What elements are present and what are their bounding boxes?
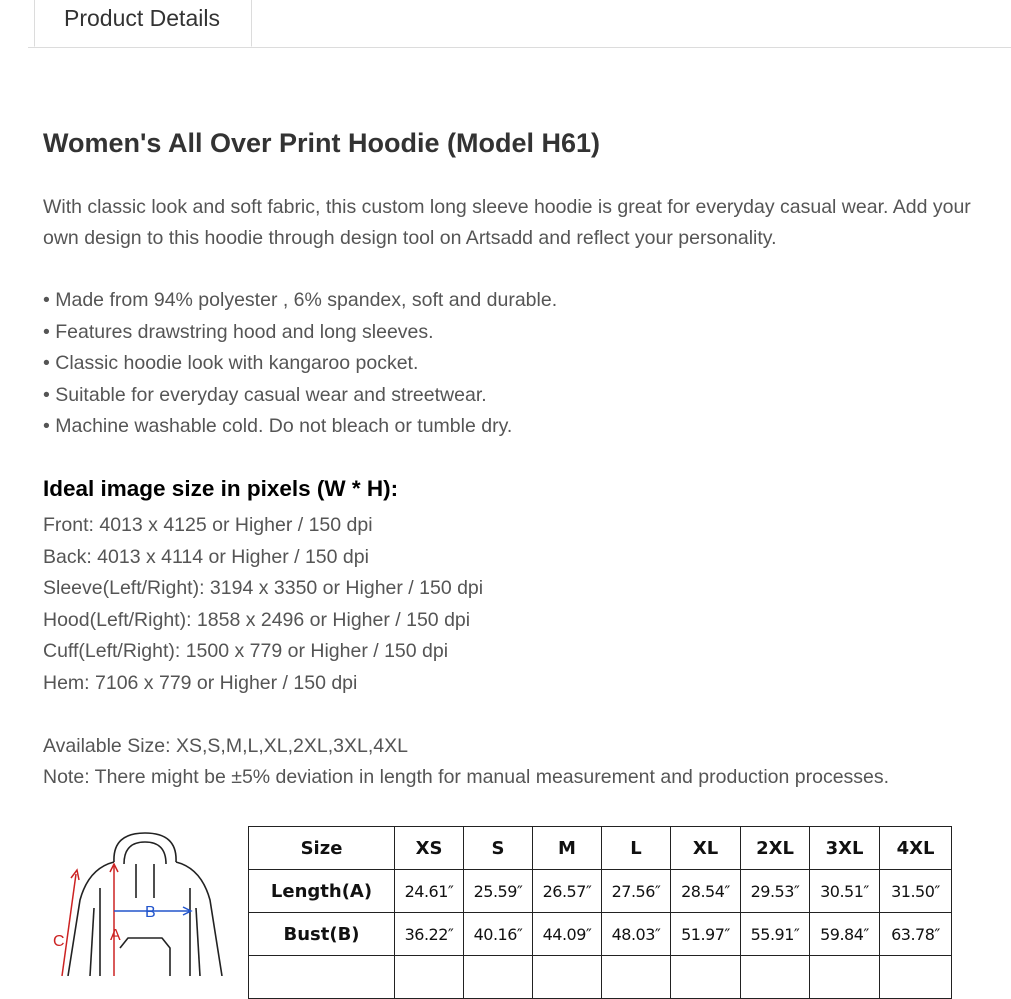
size-value-cut [810, 956, 880, 999]
sleeve-line [62, 874, 76, 976]
feature-item: • Classic hoodie look with kangaroo pocket. [43, 348, 557, 380]
size-value: 36.22″ [395, 913, 464, 956]
image-size-item: Cuff(Left/Right): 1500 x 779 or Higher / 150 dpi [43, 640, 449, 663]
size-value: 27.56″ [602, 870, 671, 913]
label-b: B [145, 904, 156, 921]
size-value: 44.09″ [533, 913, 602, 956]
feature-list [43, 285, 557, 443]
row-label-cut [249, 956, 395, 999]
feature-item: • Features drawstring hood and long sleeves. [43, 317, 557, 349]
feature-item: • Suitable for everyday casual wear and streetwear. [43, 380, 557, 412]
available-sizes: Available Size: XS,S,M,L,XL,2XL,3XL,4XL [43, 735, 408, 757]
size-value: 25.59″ [464, 870, 533, 913]
size-chart-header-row [249, 827, 952, 870]
row-label: Bust(B) [249, 913, 395, 956]
size-chart-header: XS [395, 827, 464, 870]
size-value: 51.97″ [671, 913, 741, 956]
size-value-cut [602, 956, 671, 999]
image-size-heading: Ideal image size in pixels (W * H): [43, 476, 399, 501]
hoodie-measurement-diagram [50, 828, 240, 976]
size-chart-header: 2XL [741, 827, 810, 870]
size-value: 48.03″ [602, 913, 671, 956]
size-chart-header: M [533, 827, 602, 870]
image-size-list [43, 510, 483, 700]
size-value: 26.57″ [533, 870, 602, 913]
row-label: Length(A) [249, 870, 395, 913]
size-value: 28.54″ [671, 870, 741, 913]
size-chart-table [248, 826, 952, 999]
image-size-item: Hood(Left/Right): 1858 x 2496 or Higher / 150 dpi [43, 608, 471, 631]
product-title: Women's All Over Print Hoodie (Model H61) [43, 128, 600, 158]
tab-product-details[interactable] [34, 0, 252, 47]
size-value: 55.91″ [741, 913, 810, 956]
feature-item: • Made from 94% polyester , 6% spandex, soft and durable. [43, 285, 557, 317]
size-chart-header: L [602, 827, 671, 870]
size-value-cut [533, 956, 602, 999]
size-value: 24.61″ [395, 870, 464, 913]
sleeve-right-inner [196, 908, 200, 976]
tab-label: Product Details [64, 5, 220, 31]
size-value-cut [395, 956, 464, 999]
size-value: 63.78″ [880, 913, 952, 956]
size-chart-header: 3XL [810, 827, 880, 870]
size-chart-row-bust [249, 913, 952, 956]
size-chart-header: XL [671, 827, 741, 870]
size-value-cut [671, 956, 741, 999]
size-value-cut [741, 956, 810, 999]
size-value: 59.84″ [810, 913, 880, 956]
size-chart-row-partial [249, 956, 952, 999]
feature-item: • Machine washable cold. Do not bleach or tumble dry. [43, 411, 557, 443]
size-chart-header: Size [249, 827, 395, 870]
hood-inner [124, 842, 166, 864]
size-value: 31.50″ [880, 870, 952, 913]
size-chart-header: S [464, 827, 533, 870]
size-chart-row-length [249, 870, 952, 913]
image-size-item: Sleeve(Left/Right): 3194 x 3350 or Higher / 150 dpi [43, 577, 484, 600]
image-size-item: Front: 4013 x 4125 or Higher / 150 dpi [43, 514, 373, 536]
tab-bar [28, 0, 1011, 48]
size-chart-header: 4XL [880, 827, 952, 870]
label-a: A [110, 927, 121, 944]
size-value: 29.53″ [741, 870, 810, 913]
size-value-cut [464, 956, 533, 999]
label-c: C [53, 933, 65, 950]
image-size-item: Back: 4013 x 4114 or Higher / 150 dpi [43, 545, 369, 568]
size-value: 40.16″ [464, 913, 533, 956]
sleeve-left-inner [90, 908, 94, 976]
measurement-note: Note: There might be ±5% deviation in length for manual measurement and production processes. [43, 766, 890, 788]
size-value: 30.51″ [810, 870, 880, 913]
image-size-item: Hem: 7106 x 779 or Higher / 150 dpi [43, 671, 358, 694]
product-description: With classic look and soft fabric, this custom long sleeve hoodie is great for everyday casual wear. Add your own design to this hoodie through design tool on Artsadd and reflect your personality. [43, 196, 971, 249]
pocket-outline [120, 938, 170, 976]
hood-outline [114, 833, 176, 862]
size-value-cut [880, 956, 952, 999]
